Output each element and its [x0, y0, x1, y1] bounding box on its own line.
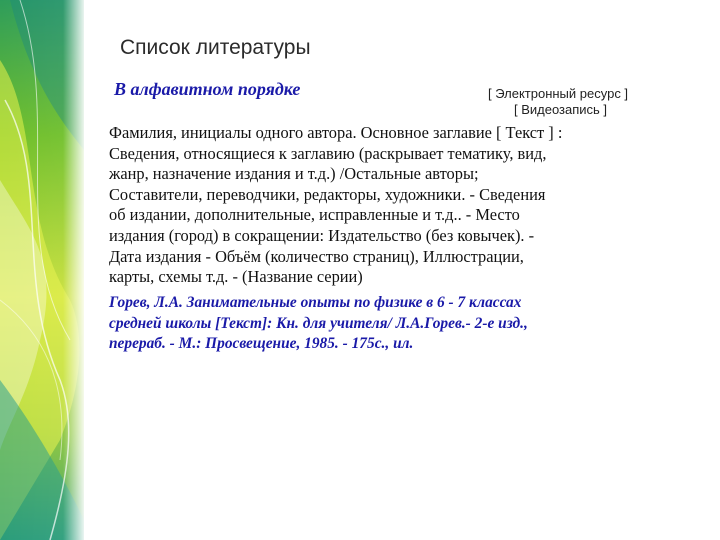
note-video-recording: [ Видеозапись ] [514, 102, 608, 117]
description-line: об издании, дополнительные, исправленные и т.д.. - Место [109, 205, 520, 225]
slide-title: Список литературы [120, 36, 311, 59]
decorative-sidebar [0, 0, 84, 540]
description-line: Фамилия, инициалы одного автора. Основное заглавие [ Текст ] : [109, 123, 563, 142]
example-line: Горев, Л.А. Занимательные опыты по физике в 6 - 7 классах [109, 294, 522, 311]
description-line: жанр, назначение издания и т.д.) /Остальные авторы; [109, 164, 479, 184]
description-line: Составители, переводчики, редакторы, художники. - Сведения [109, 184, 546, 204]
description-line: карты, схемы т.д. - (Название серии) [109, 267, 363, 287]
citation-example [109, 293, 634, 355]
example-line: средней школы [Текст]: Кн. для учителя/ Л.А.Горев.- 2-е изд., [109, 314, 528, 332]
description-line: Сведения, относящиеся к заглавию (раскрывает тематику, вид, [109, 143, 547, 163]
description-line: издания (город) в сокращении: Издательство (без ковычек). - [109, 225, 535, 245]
citation-format-description [109, 123, 634, 288]
description-line: Дата издания - Объём (количество страниц), Иллюстрации, [109, 246, 524, 266]
example-line: перераб. - М.: Просвещение, 1985. - 175с., ил. [109, 335, 414, 352]
slide-subtitle: В алфавитном порядке [114, 79, 301, 99]
note-electronic-resource: [ Электронный ресурс ] [488, 86, 629, 101]
